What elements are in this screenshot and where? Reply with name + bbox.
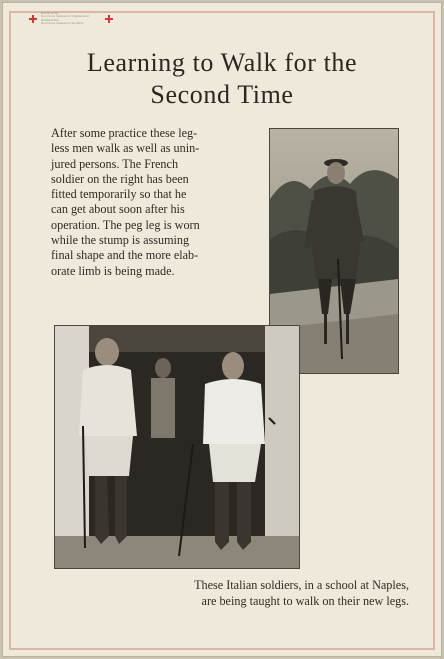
body-line: operation. The peg leg is worn: [51, 217, 200, 232]
caption-line-2: are being taught to walk on their new legs.: [201, 594, 409, 608]
body-line: final shape and the more elab-: [51, 248, 199, 263]
red-cross-icon: [105, 15, 113, 23]
poster: [2, 2, 442, 657]
body-line: while the stump is assuming: [51, 233, 190, 248]
body-line: orate limb is being made.: [51, 263, 175, 278]
page-title: [3, 47, 441, 111]
header-strip: [29, 12, 113, 26]
red-cross-icon: [29, 15, 37, 23]
title-line-1: Learning to Walk for the: [86, 48, 358, 77]
body-line: can get about soon after his: [51, 202, 185, 217]
body-line: less men walk as well as unin-: [51, 141, 200, 156]
photo-caption: [69, 577, 409, 609]
header-small-text: [41, 12, 101, 26]
photo-italian-soldiers: [54, 325, 300, 569]
header-line: Red Cross Institute for Crippled and Disabled Men: [41, 14, 89, 22]
body-line: After some practice these leg-: [51, 126, 198, 140]
header-line: Red Cross Institute for the Blind: [41, 21, 84, 26]
photo-italian-soldiers-image: [55, 326, 299, 568]
caption-line-1: These Italian soldiers, in a school at Naples,: [194, 578, 409, 592]
header-line: Exhibit of the: [41, 11, 59, 15]
title-line-2: Second Time: [150, 80, 294, 109]
body-line: soldier on the right has been: [51, 171, 189, 186]
body-line: fitted temporarily so that he: [51, 187, 187, 202]
body-paragraph: [51, 126, 263, 279]
body-line: jured persons. The French: [51, 156, 179, 171]
